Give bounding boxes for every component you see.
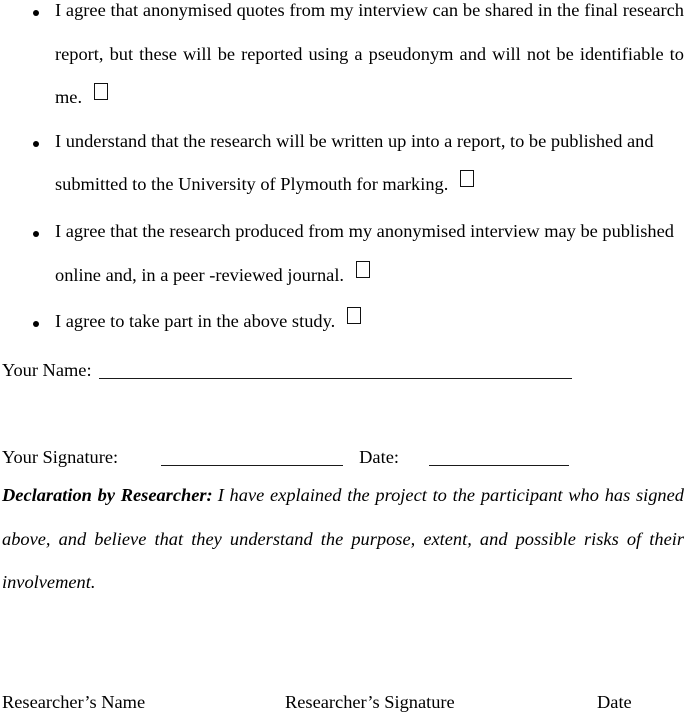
declaration-line xyxy=(2,474,684,518)
bullet-text: I agree to take part in the above study. xyxy=(55,311,336,332)
bullet-text-line: report, but these will be reported using a pseudonym and will not be identifiable to xyxy=(55,43,684,64)
researcher-sign-off-row xyxy=(0,681,685,725)
your-name-row xyxy=(0,349,685,393)
list-item xyxy=(55,210,684,297)
declaration-line: above, and believe that they understand the purpose, extent, and possible risks of their xyxy=(2,528,684,549)
bullet-text-line: I agree that anonymised quotes from my interview can be shared in the final research xyxy=(55,0,684,20)
list-item xyxy=(55,0,684,120)
researcher-signature-label: Researcher’s Signature xyxy=(285,691,455,712)
bullet-text: me. xyxy=(55,87,83,108)
declaration-text: I have explained the project to the participant who has signed xyxy=(217,484,684,505)
bullet-text: submitted to the University of Plymouth for marking. xyxy=(55,174,449,195)
bullet-text: online and, in a peer -reviewed journal. xyxy=(55,264,345,285)
your-name-label: Your Name: xyxy=(2,359,92,380)
date-label: Date: xyxy=(359,447,399,468)
bullet-icon xyxy=(33,141,39,147)
bullet-text-line xyxy=(55,163,684,207)
list-item xyxy=(55,120,684,207)
your-signature-label: Your Signature: xyxy=(2,447,119,468)
your-signature-blank-line xyxy=(161,461,343,466)
consent-checkbox[interactable] xyxy=(94,83,108,100)
bullet-icon xyxy=(33,231,39,237)
bullet-text-line xyxy=(55,76,684,120)
consent-checkbox[interactable] xyxy=(460,170,474,187)
bullet-icon xyxy=(33,321,39,327)
footer-date-label: Date xyxy=(597,691,632,712)
bullet-text-line: I agree that the research produced from my anonymised interview may be published xyxy=(55,220,674,241)
consent-checkbox[interactable] xyxy=(347,307,361,324)
bullet-icon xyxy=(33,10,39,16)
bullet-text-line xyxy=(55,254,684,298)
consent-bullet-list xyxy=(0,0,685,344)
declaration-lead-label: Declaration by Researcher: xyxy=(2,484,213,505)
your-name-blank-line xyxy=(99,374,572,379)
researcher-name-label: Researcher’s Name xyxy=(2,691,146,712)
bullet-text-line: I understand that the research will be written up into a report, to be published and xyxy=(55,130,654,151)
declaration-section xyxy=(0,474,685,605)
date-blank-line xyxy=(429,461,569,466)
declaration-line: involvement. xyxy=(2,572,96,593)
list-item xyxy=(55,300,684,344)
bullet-text-line xyxy=(55,300,684,344)
consent-checkbox[interactable] xyxy=(356,261,370,278)
